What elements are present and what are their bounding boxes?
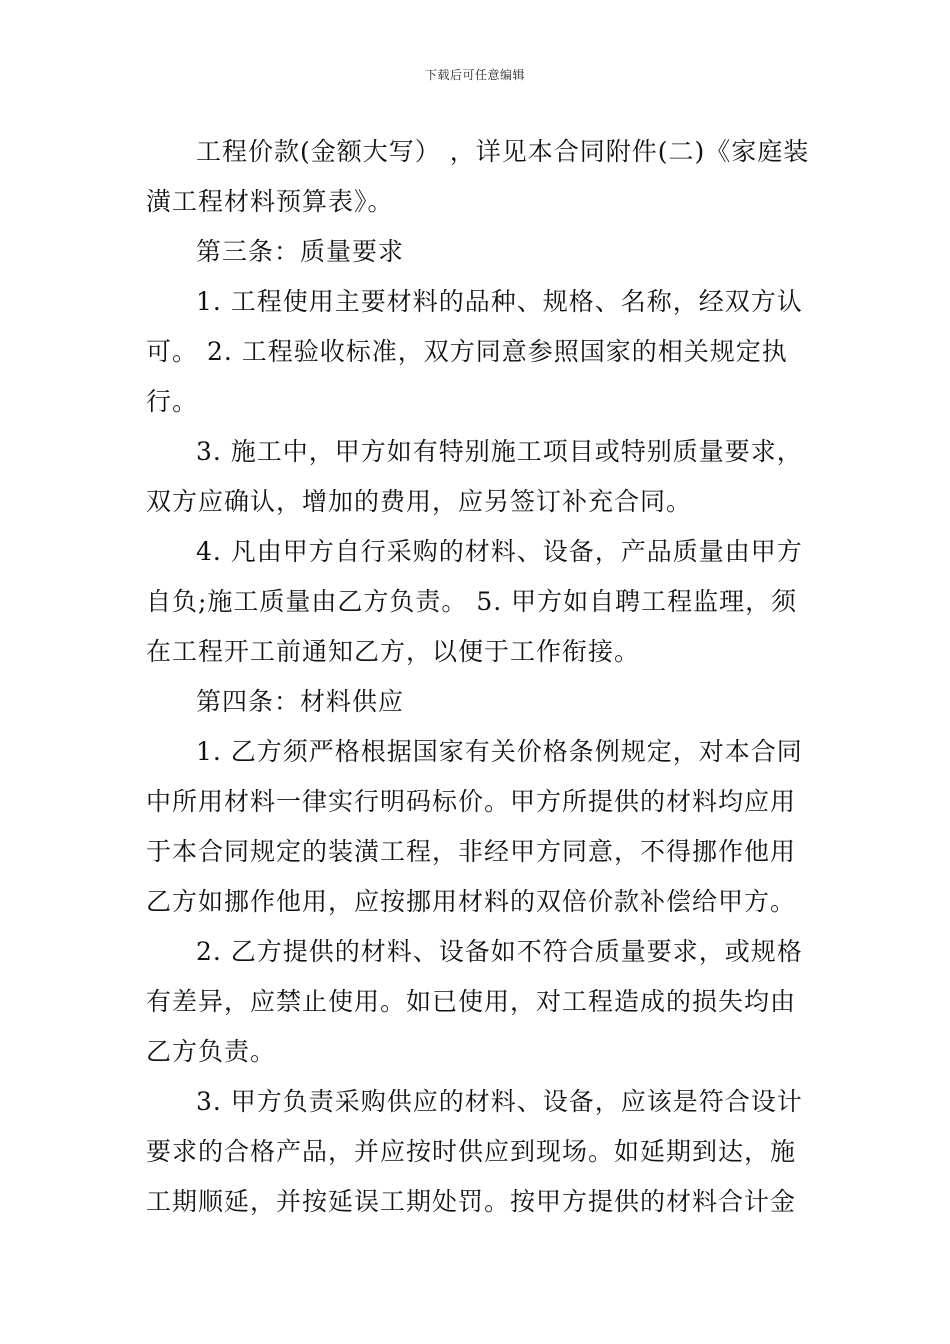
body-line: 在工程开工前通知乙方，以便于工作衔接。 [146,637,641,666]
body-line: 4. 凡由甲方自行采购的材料、设备，产品质量由甲方 [196,537,803,566]
body-line: 有差异，应禁止使用。如已使用，对工程造成的损失均由 [146,987,797,1016]
section-heading-article-3: 第三条：质量要求 [196,237,405,266]
body-line: 1. 工程使用主要材料的品种、规格、名称，经双方认 [196,287,803,316]
body-line: 工期顺延，并按延误工期处罚。按甲方提供的材料合计金 [146,1187,797,1216]
body-line: 双方应确认，增加的费用，应另签订补充合同。 [146,487,693,516]
body-line: 潢工程材料预算表》。 [146,187,394,216]
body-line: 3. 施工中，甲方如有特别施工项目或特别质量要求， [196,437,803,466]
contract-body [146,127,808,1227]
body-line: 要求的合格产品，并应按时供应到现场。如延期到达，施 [146,1137,797,1166]
body-line: 3. 甲方负责采购供应的材料、设备，应该是符合设计 [196,1087,803,1116]
body-line: 自负;施工质量由乙方负责。 5. 甲方如自聘工程监理，须 [146,587,798,616]
section-heading-article-4: 第四条：材料供应 [196,687,405,716]
body-line: 乙方负责。 [146,1037,277,1066]
body-line: 于本合同规定的装潢工程，非经甲方同意，不得挪作他用 [146,837,797,866]
body-line: 工程价款(金额大写） ，详见本合同附件(二)《家庭装 [196,137,810,166]
page-header-note: 下载后可任意编辑 [424,68,525,82]
body-line: 乙方如挪作他用，应按挪用材料的双倍价款补偿给甲方。 [146,887,797,916]
body-line: 2. 乙方提供的材料、设备如不符合质量要求，或规格 [196,937,803,966]
body-line: 可。 2. 工程验收标准，双方同意参照国家的相关规定执 [146,337,788,366]
body-line: 中所用材料一律实行明码标价。甲方所提供的材料均应用 [146,787,797,816]
body-line: 行。 [146,387,199,416]
body-line: 1. 乙方须严格根据国家有关价格条例规定，对本合同 [196,737,803,766]
